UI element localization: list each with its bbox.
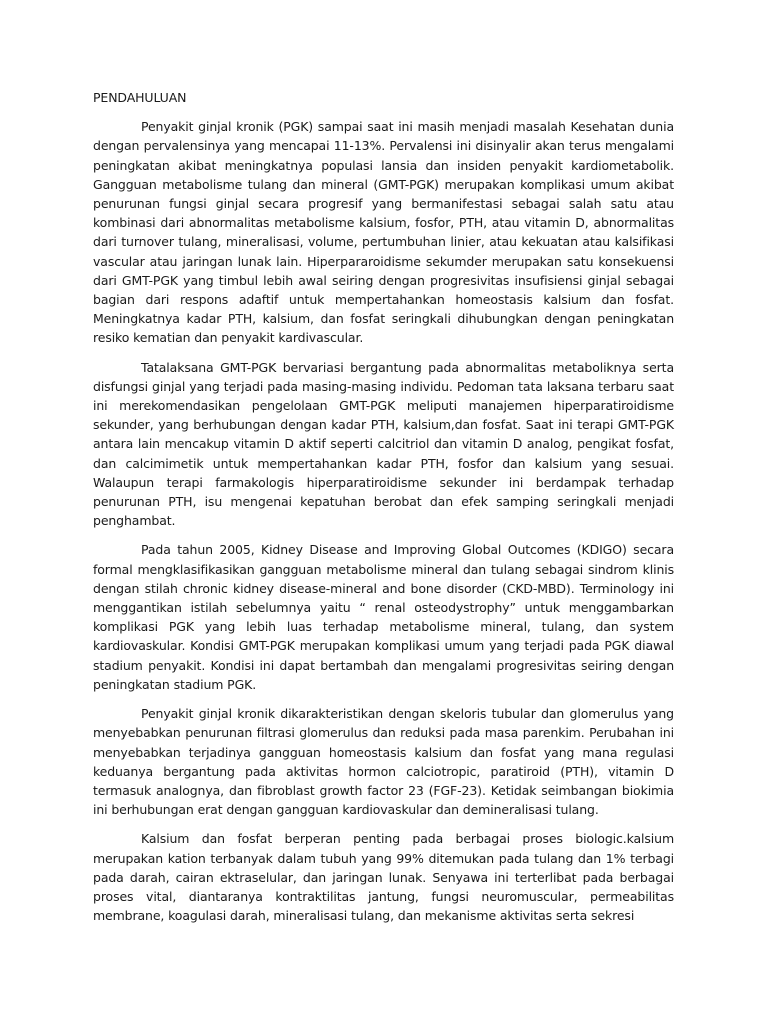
paragraph-3: Pada tahun 2005, Kidney Disease and Improving Global Outcomes (KDIGO) secara formal mengklasifikasikan gangguan metabolisme mineral dan tulang sebagai sindrom klinis dengan stilah chronic kidney disease-mineral and bone disorder (CKD-MBD). Terminology ini menggantikan istilah sebelumnya yaitu “ renal osteodystrophy” untuk menggambarkan komplikasi PGK yang lebih luas terhadap metabolisme mineral, tulang, dan system kardiovaskular. Kondisi GMT-PGK merupakan komplikasi umum yang terjadi pada PGK diawal stadium penyakit. Kondisi ini dapat bertambah dan mengalami progresivitas seiring dengan peningkatan stadium PGK. <box>93 542 674 692</box>
paragraph-2: Tatalaksana GMT-PGK bervariasi bergantung pada abnormalitas metaboliknya serta disfungsi ginjal yang terjadi pada masing-masing individu. Pedoman tata laksana terbaru saat ini merekomendasikan pengelolaan GMT-PGK meliputi manajemen hiperparatiroidisme sekunder, yang berhubungan dengan kadar PTH, kalsium,dan fosfat. Saat ini terapi GMT-PGK antara lain mencakup vitamin D aktif seperti calcitriol dan vitamin D analog, pengikat fosfat, dan calcimimetik untuk mempertahankan kadar PTH, fosfor dan kalsium yang sesuai. Walaupun terapi farmakologis hiperparatiroidisme sekunder ini berdampak terhadap penurunan PTH, isu mengenai kepatuhan berobat dan efek samping seringkali menjadi penghambat. <box>93 359 674 529</box>
paragraph-1: Penyakit ginjal kronik (PGK) sampai saat ini masih menjadi masalah Kesehatan dunia dengan pervalensinya yang mencapai 11-13%. Pervalensi ini disinyalir akan terus mengalami peningkatan akibat meningkatnya populasi lansia dan insiden penyakit kardiometabolik. Gangguan metabolisme tulang dan mineral (GMT-PGK) merupakan komplikasi umum akibat penurunan fungsi ginjal secara progresif yang bermanifestasi sebagai salah satu atau kombinasi dari abnormalitas metabolisme kalsium, fosfor, PTH, atau vitamin D, abnormalitas dari turnover tulang, mineralisasi, volume, pertumbuhan linier, atau kekuatan atau kalsifikasi vascular atau jaringan lunak lain. Hiperpararoidisme sekumder merupakan satu konsekuensi dari GMT-PGK yang timbul lebih awal seiring dengan progresivitas insufisiensi ginjal sebagai bagian dari respons adaftif untuk mempertahankan homeostasis kalsium dan fosfat. Meningkatnya kadar PTH, kalsium, dan fosfat seringkali dihubungkan dengan peningkatan resiko kematian dan penyakit kardivascular. <box>93 119 674 346</box>
section-heading: PENDAHULUAN <box>93 90 187 105</box>
paragraph-5: Kalsium dan fosfat berperan penting pada berbagai proses biologic.kalsium merupakan kation terbanyak dalam tubuh yang 99% ditemukan pada tulang dan 1% terbagi pada darah, cairan ektraselular, dan jaringan lunak. Senyawa ini terterlibat pada berbagai proses vital, diantaranya kontraktilitas jantung, fungsi neuromuscular, permeabilitas membrane, koagulasi darah, mineralisasi tulang, dan mekanisme aktivitas serta sekresi <box>93 831 674 924</box>
paragraph-4: Penyakit ginjal kronik dikarakteristikan dengan skeloris tubular dan glomerulus yang menyebabkan penurunan filtrasi glomerulus dan reduksi pada masa parenkim. Perubahan ini menyebabkan terjadinya gangguan homeostasis kalsium dan fosfat yang mana regulasi keduanya bergantung pada aktivitas hormon calciotropic, paratiroid (PTH), vitamin D termasuk analognya, dan fibroblast growth factor 23 (FGF-23). Ketidak seimbangan biokimia ini berhubungan erat dengan gangguan kardiovaskular dan demineralisasi tulang. <box>93 706 674 818</box>
